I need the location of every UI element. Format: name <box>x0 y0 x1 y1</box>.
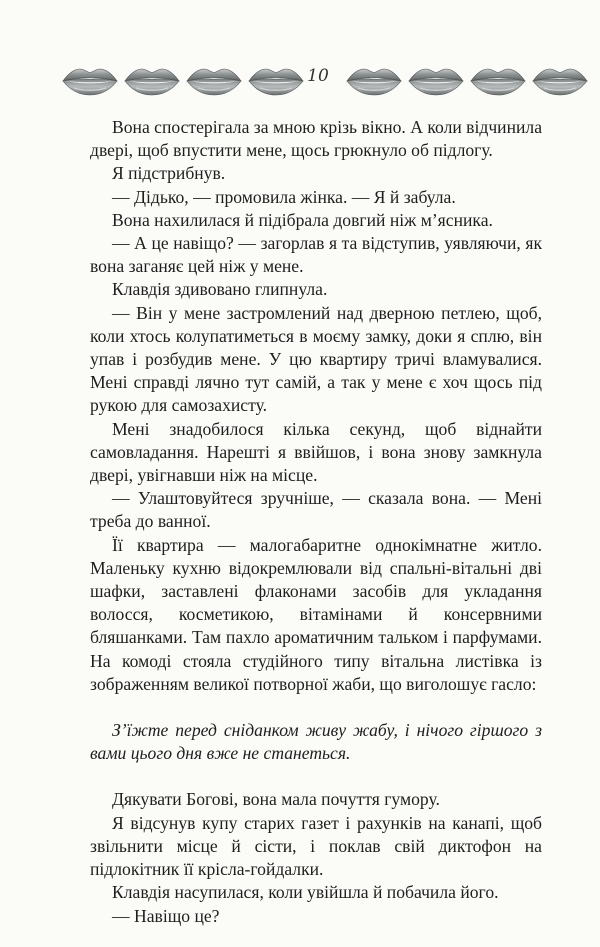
paragraph: — Навіщо це? <box>112 905 220 926</box>
paragraph: — Улаштовуйтеся зручніше, — сказала вона. — Мені треба до ванної. <box>90 488 542 532</box>
lips-icon <box>530 64 590 98</box>
paragraph: Клавдія насупилася, коли увійшла й побачила його. <box>112 882 499 903</box>
quote: З’їжте перед сніданком живу жабу, і нічого гіршого з вами цього дня вже не станеться. <box>90 720 542 764</box>
paragraph: Клавдія здивовано глипнула. <box>112 279 328 300</box>
lips-icon <box>468 64 528 98</box>
lips-icon <box>246 64 306 98</box>
page-number: 10 <box>307 66 329 86</box>
paragraph: Її квартира — малогабаритне однокімнатне житло. Маленьку кухню відокремлювали від спальні-вітальні дві шафки, заставлені флаконами засобів для укладання волосся, косметикою, вітамінами й консервними бляшанками. Там пахло ароматичним тальком і парфумами. На комоді стояла студійного типу вітальна листівка із зображенням великої потворної жаби, що виголошує гасло: <box>90 534 542 694</box>
lips-icon <box>122 64 182 98</box>
paragraph: Я підстрибнув. <box>112 163 226 184</box>
paragraph: Вона нахилилася й підібрала довгий ніж м’ясника. <box>112 209 493 230</box>
paragraph: Дякувати Богові, вона мала почуття гумору. <box>112 789 440 810</box>
lips-icon <box>60 64 120 98</box>
page-header <box>0 62 600 102</box>
page-body <box>90 116 542 928</box>
paragraph: Я відсунув купу старих газет і рахунків на канапі, щоб звільнити місце й сісти, і поклав свій диктофон на підлокітник її крісла-гойдалки. <box>90 812 542 880</box>
paragraph: — Він у мене застромлений над дверною петлею, щоб, коли хтось колупатиметься в моєму замку, доки я сплю, він упав і розбудив мене. У цю квартиру тричі вламувалися. Мені справді лячно тут самій, а так у мене є хоч щось під рукою для самозахисту. <box>90 302 542 416</box>
lips-icon <box>344 64 404 98</box>
lips-icon <box>184 64 244 98</box>
paragraph: — Дідько, — промовила жінка. — Я й забула. <box>112 186 456 207</box>
paragraph: Вона спостерігала за мною крізь вікно. А коли відчинила двері, щоб впустити мене, щось грюкнуло об підлогу. <box>90 117 542 161</box>
paragraph: Мені знадобилося кілька секунд, щоб віднайти самовладання. Нарешті я ввійшов, і вона знову замкнула двері, увігнавши ніж на місце. <box>90 418 542 486</box>
paragraph: — А це навіщо? — загорлав я та відступив, уявляючи, як вона заганяє цей ніж у мене. <box>90 233 542 277</box>
lips-icon <box>406 64 466 98</box>
